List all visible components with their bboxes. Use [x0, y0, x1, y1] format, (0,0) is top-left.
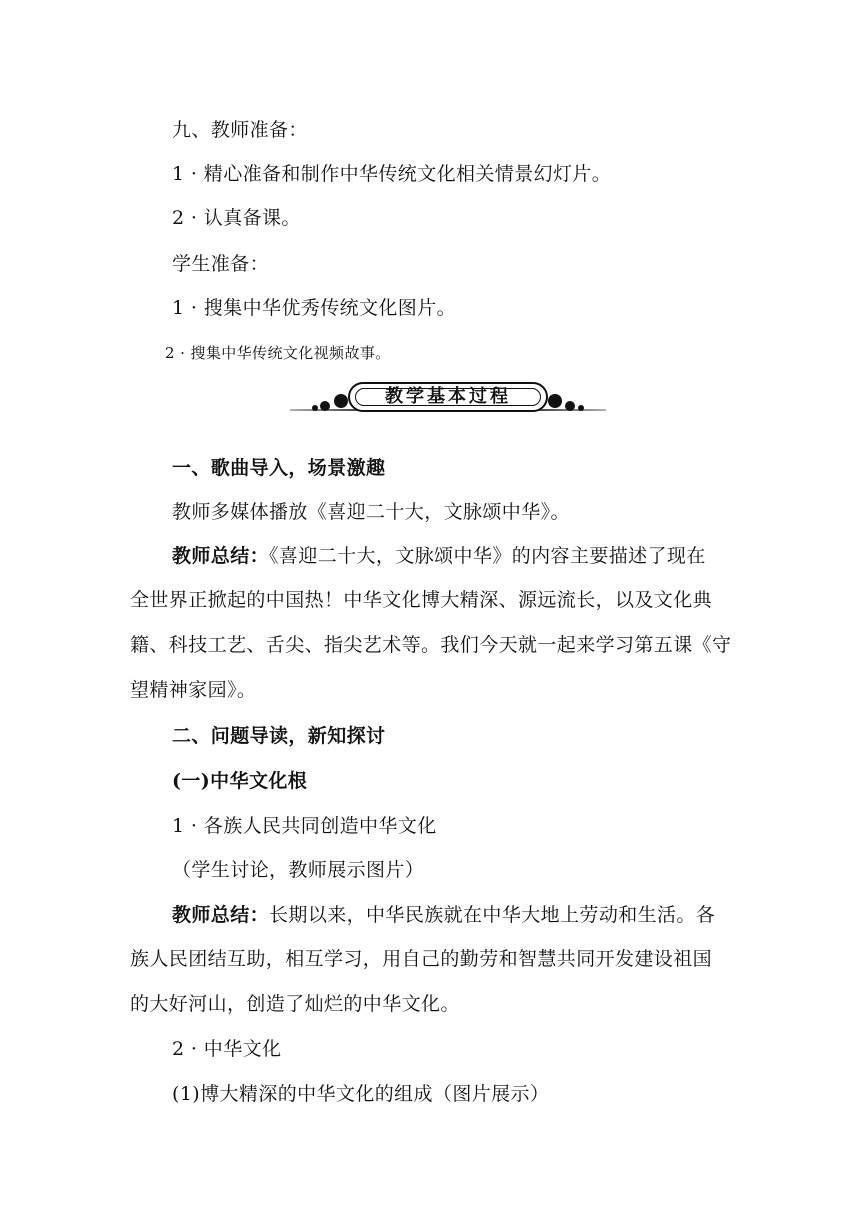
teacher-prep-heading: 九、教师准备：: [172, 119, 308, 141]
section-1-text: 教师多媒体播放《喜迎二十大，文脉颂中华》。: [172, 501, 570, 523]
banner-title: 教学基本过程: [385, 386, 511, 407]
section-2-subheading: (一)中华文化根: [172, 770, 308, 792]
section-2-item-1: 1 · 各族人民共同创造中华文化: [172, 815, 437, 837]
summary-label: 教师总结：: [172, 904, 270, 926]
summary-text: 长期以来，中华民族就在中华大地上劳动和生活。各: [269, 904, 716, 926]
section-2-item-2: 2 · 中华文化: [172, 1038, 282, 1060]
section-2-heading: 二、问题导读，新知探讨: [172, 725, 386, 747]
section-banner: [290, 380, 606, 416]
summary-label: 教师总结：: [172, 545, 270, 567]
section-2-note: （学生讨论，教师展示图片）: [172, 859, 425, 881]
section-2-summary-line-1: [172, 903, 715, 927]
section-2-summary-line-3: 的大好河山，创造了灿烂的中华文化。: [130, 993, 460, 1015]
student-prep-item-1: 1 · 搜集中华优秀传统文化图片。: [172, 297, 457, 319]
banner-dot-right-xl: [548, 394, 562, 408]
banner-dot-right-large: [565, 401, 575, 411]
banner-dot-left-small: [312, 405, 318, 411]
section-1-summary-line-1: [172, 544, 706, 568]
section-1-summary-line-4: 望精神家园》。: [130, 679, 257, 701]
section-1-heading: 一、歌曲导入，场景激趣: [172, 457, 386, 479]
banner-dot-left-large: [320, 401, 330, 411]
teacher-prep-item-1: 1 · 精心准备和制作中华传统文化相关情景幻灯片。: [172, 163, 612, 185]
section-2-item-2-sub: (1)博大精深的中华文化的组成（图片展示）: [172, 1083, 550, 1105]
section-1-summary-line-3: 籍、科技工艺、舌尖、指尖艺术等。我们今天就一起来学习第五课《守: [130, 634, 732, 656]
banner-dot-left-xl: [334, 394, 348, 408]
section-2-summary-line-2: 族人民团结互助，相互学习，用自己的勤劳和智慧共同开发建设祖国: [130, 948, 713, 970]
student-prep-item-2: 2 · 搜集中华传统文化视频故事。: [165, 344, 391, 362]
section-1-summary-line-2: 全世界正掀起的中国热！中华文化博大精深、源远流长，以及文化典: [130, 589, 713, 611]
teacher-prep-item-2: 2 · 认真备课。: [172, 207, 301, 229]
banner-pill: [348, 382, 548, 412]
summary-text: 《喜迎二十大，文脉颂中华》的内容主要描述了现在: [269, 545, 706, 567]
student-prep-heading: 学生准备：: [172, 253, 270, 275]
banner-dot-right-small: [578, 405, 584, 411]
